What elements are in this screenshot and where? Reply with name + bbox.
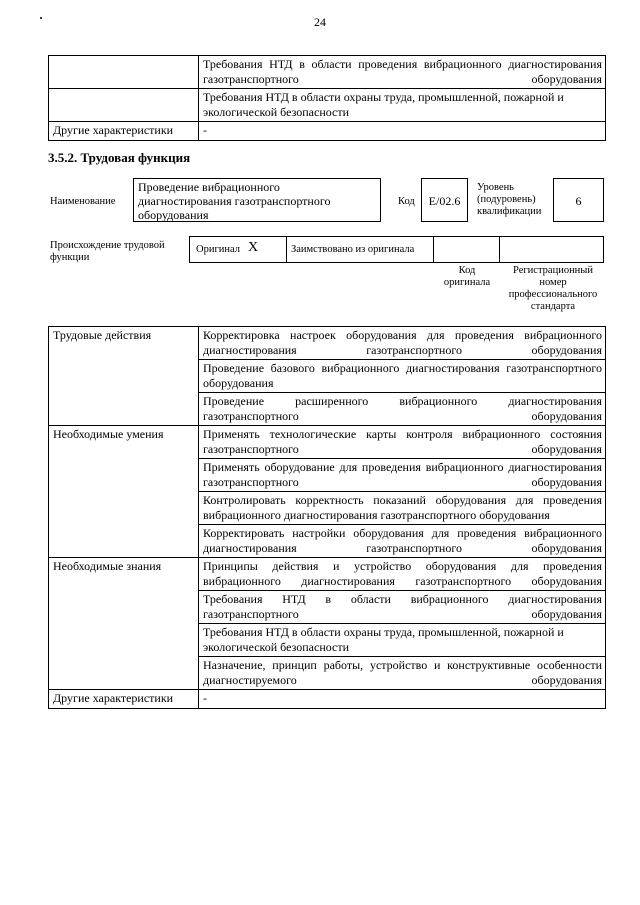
cell-item: - — [199, 122, 606, 141]
cell-item: Корректировать настройки оборудования для проведения вибрационного диагностирования газотранспортного оборудования — [199, 525, 606, 558]
table-row — [49, 690, 606, 709]
divider — [499, 236, 500, 263]
cell-item — [199, 56, 606, 89]
cell-item: Корректировка настроек оборудования для проведения вибрационного диагностирования газотранспортного оборудования — [199, 327, 606, 360]
cell-item: Контролировать корректность показаний оборудования для проведения вибрационного диагностирования газотранспортного оборудования — [199, 492, 606, 525]
section-title: 3.5.2. Трудовая функция — [48, 150, 191, 165]
cell-item: - — [199, 690, 606, 709]
cell-item: Проведение базового вибрационного диагностирования газотранспортного оборудования — [199, 360, 606, 393]
origin-label: Происхождение трудовой функции — [50, 240, 165, 263]
cell-item: Проведение расширенного вибрационного диагностирования газотранспортного оборудования — [199, 393, 606, 426]
cell-item: Применять оборудование для проведения вибрационного диагностирования газотранспортного оборудования — [199, 459, 606, 492]
cell-text: Требования НТД в области проведения вибрационного диагностирования газотранспортного оборудования — [203, 57, 602, 86]
original-mark: X — [248, 240, 259, 255]
group-label: Необходимые умения — [49, 426, 199, 558]
function-name: Проведение вибрационного диагностирования газотранспортного оборудования — [133, 178, 381, 222]
row-label — [49, 56, 199, 89]
cell-item: Требования НТД в области охраны труда, промышленной, пожарной и экологической безопасности — [199, 624, 606, 657]
divider — [286, 236, 287, 263]
code-caption: Код оригинала — [443, 265, 491, 288]
reg-caption: Регистрационный номер профессионального стандарта — [508, 265, 598, 312]
table-row — [49, 327, 606, 360]
level-value: 6 — [553, 178, 604, 222]
cell-item: Назначение, принцип работы, устройство и конструктивные особенности диагностируемого оборудования — [199, 657, 606, 690]
group-label: Другие характеристики — [49, 690, 199, 709]
main-table — [48, 326, 606, 709]
name-label: Наименование — [50, 196, 116, 207]
code-value: E/02.6 — [421, 178, 468, 222]
borrowed-label: Заимствовано из оригинала — [291, 244, 415, 255]
code-label: Код — [398, 196, 415, 207]
page-number: 24 — [314, 15, 326, 29]
row-label: Другие характеристики — [49, 122, 199, 141]
original-label: Оригинал — [196, 244, 240, 255]
group-label: Необходимые знания — [49, 558, 199, 690]
table-row — [49, 426, 606, 459]
table-row — [49, 122, 606, 141]
group-label: Трудовые действия — [49, 327, 199, 426]
cell-item: Принципы действия и устройство оборудования для проведения вибрационного диагностирования газотранспортного оборудования — [199, 558, 606, 591]
table-row — [49, 558, 606, 591]
table-row — [49, 56, 606, 89]
level-label: Уровень (подуровень) квалификации — [477, 182, 542, 217]
cell-item: Требования НТД в области охраны труда, промышленной, пожарной и экологической безопасности — [199, 89, 606, 122]
divider — [433, 236, 434, 263]
top-table — [48, 55, 606, 141]
table-row — [49, 89, 606, 122]
cell-item: Применять технологические карты контроля вибрационного состояния газотранспортного оборудования — [199, 426, 606, 459]
cell-item: Требования НТД в области вибрационного диагностирования газотранспортного оборудования — [199, 591, 606, 624]
